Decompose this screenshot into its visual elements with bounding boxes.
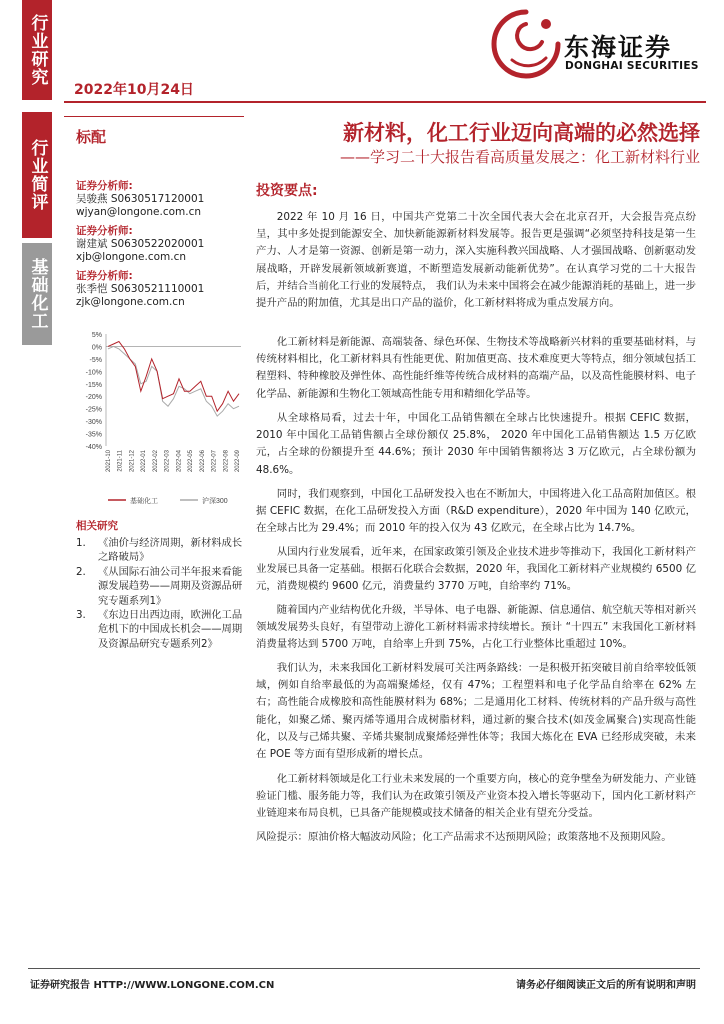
x-tick-label: 2021-12 [129, 450, 136, 473]
y-tick-label: 0% [91, 344, 102, 352]
series-line [108, 342, 239, 412]
x-tick-label: 2021-11 [117, 450, 124, 472]
body-paragraph: 我们认为，未来我国化工新材料发展可关注两条路线：一是积极开拓突破目前自给率较低领域，例如自给率最低的为高端聚烯烃，仅有 47%；工程塑料和电子化学品自给率在 62% 左右；高性能合成橡胶和高性能膜材料为 68%；二是通用化工材料、传统材料的产品升级与高性能化，如聚乙烯、聚丙烯等通用合成树脂材料，通过新的聚合技术(如茂金属聚合)实现高性能化，以及与己烯共聚、辛烯共聚制成聚烯烃弹性体等；我国大炼化在 EVA 已经形成突破，未来在 POE 等方面有望形成新的增长点。 [256, 662, 696, 761]
body-paragraph: 从全球格局看，过去十年，中国化工品销售额在全球占比快速提升。根据 CEFIC 数据，2010 年中国化工品销售额占全球份额仅 25.8%， 2020 年中国化工品销售额达 1.5 万亿欧元，占全球的份额提升至 44.6%；预计 2030 年中国销售额将达 3 万亿欧元，占全球份额为 48.6%。 [256, 412, 696, 476]
analyst-entry [76, 223, 246, 264]
related-item[interactable] [76, 536, 246, 565]
logo-icon [488, 6, 564, 82]
x-tick-label: 2022-04 [176, 450, 183, 473]
sidebar-tab-research: 行业研究 [22, 0, 52, 100]
analyst-label: 证券分析师: [76, 270, 133, 282]
rating-label: 标配 [76, 128, 107, 146]
y-tick-label: -10% [85, 369, 102, 377]
analyst-email[interactable]: wjyan@longone.com.cn [76, 206, 202, 218]
related-text: 《东边日出西边雨，欧洲化工品危机下的中国成长机会——周期及资源品研究专题系列2》 [98, 609, 243, 650]
report-date: 2022年10月24日 [74, 82, 194, 98]
logo-en: DONGHAI SECURITIES [565, 60, 699, 72]
analyst-email[interactable]: zjk@longone.com.cn [76, 296, 185, 308]
related-item[interactable] [76, 565, 246, 608]
related-num: 2. [76, 565, 86, 578]
analyst-entry [76, 178, 246, 219]
body-paragraph: 随着国内产业结构优化升级，半导体、电子电器、新能源、信息通信、航空航天等相对新兴领域发展势头良好，有望带动上游化工新材料需求持续增长。预计 “十四五” 末我国化工新材料消费量将达到 5700 万吨，自给率上升到 75%，占化工行业整体比重超过 10%。 [256, 604, 696, 651]
logo-cn: 东海证券 [564, 33, 673, 62]
related-item[interactable] [76, 608, 246, 651]
analyst-entry [76, 268, 246, 309]
x-tick-label: 2022-09 [235, 450, 241, 473]
footer-website[interactable]: 证券研究报告 HTTP://WWW.LONGONE.COM.CN [30, 980, 275, 991]
x-tick-label: 2022-02 [152, 450, 159, 473]
related-num: 3. [76, 609, 86, 622]
analyst-label: 证券分析师: [76, 180, 133, 192]
y-tick-label: -15% [85, 381, 102, 389]
price-chart [76, 328, 246, 508]
body-paragraph: 化工新材料领域是化工行业未来发展的一个重要方向，核心的竞争壁垒为研发能力、产业链验证门槛、服务能力等，我们认为在政策引领及产业资本投入增长等驱动下，国内化工新材料产业链迎来布局良机，已具备产能规模或技术储备的相关企业有望充分受益。 [256, 773, 696, 820]
left-divider [64, 116, 244, 117]
related-heading: 相关研究 [76, 520, 118, 532]
header-divider [64, 101, 706, 103]
related-num: 1. [76, 537, 86, 549]
analyst-block [76, 174, 246, 309]
y-tick-label: -25% [85, 406, 102, 414]
footer-divider [28, 968, 700, 969]
body-paragraph: 从国内行业发展看，近年来，在国家政策引领及企业技术进步等推动下，我国化工新材料产业发展已具备一定基础。根据石化联合会数据，2020 年，我国化工新材料产业规模约 6500 亿元，消费规模约 9600 亿元，消费量约 3770 万吨，自给率约 71%。 [256, 546, 696, 593]
x-tick-label: 2022-03 [164, 450, 171, 473]
section-heading: 投资要点: [256, 183, 318, 199]
y-tick-label: -40% [85, 444, 102, 451]
legend-label: 基础化工 [130, 498, 158, 505]
report-title: 新材料，化工行业迈向高端的必然选择 [343, 121, 700, 145]
y-tick-label: 5% [91, 332, 102, 339]
footer-disclaimer: 请务必仔细阅读正文后的所有说明和声明 [516, 980, 696, 991]
related-text: 《油价与经济周期，新材料成长之路破局》 [98, 537, 243, 564]
y-tick-label: -35% [85, 431, 102, 439]
related-list [76, 536, 246, 651]
body-paragraph: 2022 年 10 月 16 日，中国共产党第二十次全国代表大会在北京召开，大会报告亮点纷呈，其中多处提到能源安全、加快新能源新材料发展等。报告更是强调“必须坚持科技是第一生产力、人才是第一资源、创新是第一动力，深入实施科教兴国战略、人才强国战略、创新驱动发展战略，开辟发展新领域新赛道，不断塑造发展新动能新优势”。在认真学习党的二十大报告后，并结合当前化工行业的发展特点， 我们认为未来中国将会在减少能源消耗的基础上，进一步提升产品的附加值，尤其是出口产品的溢价，化工新材料将成为重点发展方向。 [256, 211, 696, 310]
analyst-label: 证券分析师: [76, 225, 133, 237]
legend-label: 沪深300 [202, 498, 228, 505]
sidebar-tab-sector: 基础化工 [22, 243, 52, 345]
risk-note: 风险提示：原油价格大幅波动风险；化工产品需求不达预期风险；政策落地不及预期风险。 [256, 831, 672, 843]
x-tick-label: 2022-07 [211, 450, 218, 473]
y-tick-label: -5% [89, 356, 102, 364]
y-tick-label: -30% [85, 419, 102, 427]
x-tick-label: 2022-08 [223, 450, 230, 473]
related-text: 《从国际石油公司半年报来看能源发展趋势——周期及资源品研究专题系列1》 [98, 565, 243, 607]
analyst-name: 谢建斌 S0630522020001 [76, 238, 205, 250]
report-subtitle: ——学习二十大报告看高质量发展之：化工新材料行业 [339, 148, 700, 166]
analyst-email[interactable]: xjb@longone.com.cn [76, 251, 187, 263]
x-tick-label: 2022-06 [199, 450, 206, 473]
series-line [108, 346, 239, 416]
body-paragraph: 化工新材料是新能源、高端装备、绿色环保、生物技术等战略新兴材料的重要基础材料，与传统材料相比，化工新材料具有性能更优、附加值更高、技术难度更大等特点，细分领域包括工程塑料、特种橡胶及弹性体、高性能纤维等传统合成材料的高端产品，以及高性能膜材料、电子化学品、新能源和生物化工领域高性能专用和精细化学品等。 [256, 336, 696, 400]
body-paragraph: 同时，我们观察到，中国化工品研发投入也在不断加大，中国将进入化工品高附加值区。根据 CEFIC 数据，在化工品研发投入方面（R&D expenditure），2020 年中国为 140 亿欧元，在全球占比为 29.4%；而 2010 年的投入仅为 43 亿欧元，在全球占比为 14.7%。 [256, 488, 696, 535]
x-tick-label: 2022-01 [141, 450, 148, 473]
analyst-name: 张季恺 S0630521110001 [76, 283, 205, 295]
y-tick-label: -20% [85, 394, 102, 402]
analyst-name: 吴骏燕 S0630517120001 [76, 193, 205, 205]
sidebar-tab-brief: 行业简评 [22, 112, 52, 238]
x-tick-label: 2022-05 [188, 450, 195, 473]
x-tick-label: 2021-10 [106, 450, 112, 473]
